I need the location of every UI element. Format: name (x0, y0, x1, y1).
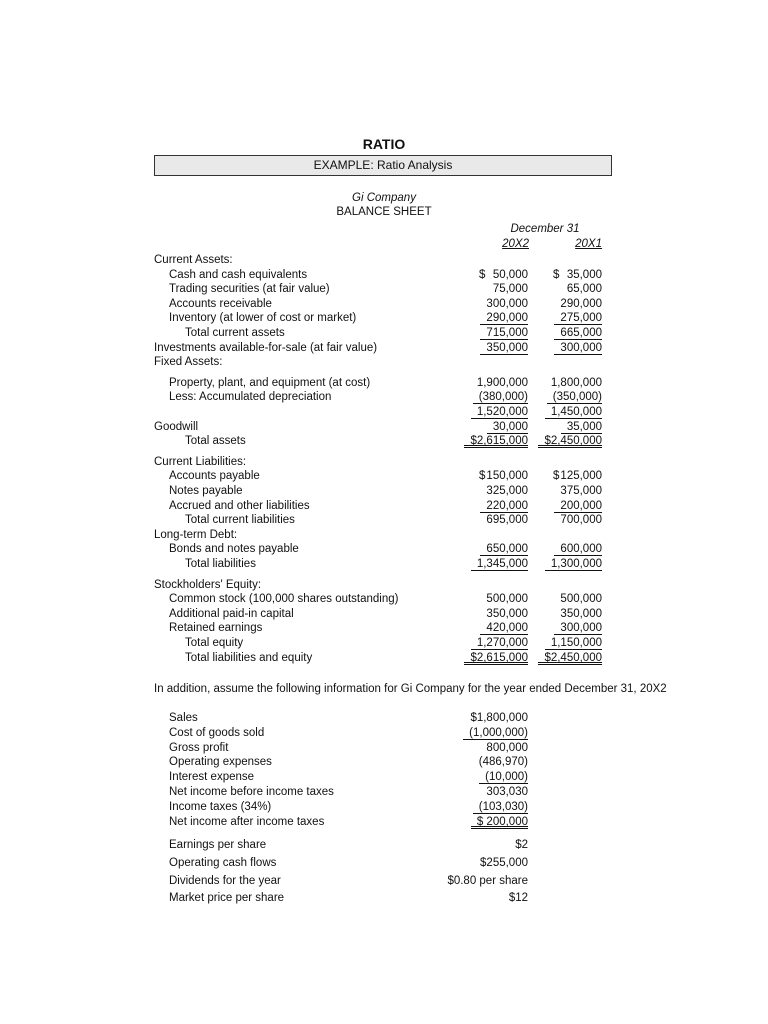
income-row-label: Net income after income taxes (169, 815, 325, 828)
balance-row-label: Retained earnings (169, 622, 263, 635)
value-20x1: 300,000 (554, 621, 602, 635)
value-20x2: 1,270,000 (471, 636, 528, 650)
header-date: December 31 (510, 223, 580, 235)
income-row (0, 741, 768, 756)
balance-sheet-title: BALANCE SHEET (336, 206, 432, 218)
balance-row-label: Accounts payable (169, 470, 260, 483)
info-row (0, 856, 768, 871)
income-value: $1,800,000 (470, 712, 528, 724)
balance-row (0, 297, 768, 312)
balance-row (0, 311, 768, 326)
value-20x2: 650,000 (480, 542, 528, 556)
income-row (0, 755, 768, 770)
value-20x2: 50,000 (492, 268, 528, 281)
balance-row (0, 651, 768, 666)
value-20x2: 150,000 (486, 470, 528, 483)
balance-row-label: Less: Accumulated depreciation (169, 391, 332, 404)
value-20x1: 275,000 (554, 311, 602, 325)
info-row-label: Market price per share (169, 892, 285, 905)
income-value: (10,000) (479, 770, 528, 784)
value-20x1: 65,000 (566, 283, 602, 296)
info-row (0, 874, 768, 889)
example-banner: EXAMPLE: Ratio Analysis (154, 155, 612, 176)
additional-info-note: In addition, assume the following information for Gi Company for the year ended December 31, 20X2 (154, 683, 667, 695)
info-value: $0.80 per share (447, 874, 528, 887)
balance-row-label: Fixed Assets: (154, 356, 223, 369)
income-value: (103,030) (473, 800, 528, 814)
balance-row (0, 499, 768, 514)
income-value: $ 200,000 (471, 815, 528, 829)
income-row-label: Gross profit (169, 741, 229, 754)
value-20x2: 350,000 (480, 341, 528, 355)
balance-row-label: Goodwill (154, 420, 199, 433)
income-row (0, 711, 768, 726)
info-row-label: Operating cash flows (169, 856, 277, 869)
currency-symbol: $ (553, 470, 560, 483)
balance-row (0, 434, 768, 449)
value-20x1: $2,450,000 (538, 651, 602, 665)
balance-row (0, 341, 768, 356)
balance-row (0, 592, 768, 607)
value-20x1: 1,300,000 (545, 557, 602, 571)
balance-row (0, 484, 768, 499)
income-row (0, 815, 768, 830)
balance-row (0, 390, 768, 405)
balance-row (0, 513, 768, 528)
value-20x1: 300,000 (554, 341, 602, 355)
value-20x1: 1,450,000 (545, 405, 602, 419)
income-value: (1,000,000) (463, 726, 528, 740)
value-20x2: 220,000 (480, 499, 528, 513)
balance-row (0, 455, 768, 470)
value-20x2: 500,000 (486, 593, 528, 606)
income-row-label: Net income before income taxes (169, 786, 334, 798)
value-20x2: 350,000 (486, 607, 528, 620)
balance-row-label: Additional paid-in capital (169, 607, 294, 620)
info-value: $12 (508, 892, 528, 905)
balance-row-label: Total current liabilities (185, 514, 295, 527)
info-value: $255,000 (480, 856, 528, 869)
balance-row-label: Long-term Debt: (154, 528, 238, 541)
balance-row (0, 376, 768, 391)
balance-row (0, 405, 768, 420)
income-row (0, 726, 768, 741)
balance-row-label: Bonds and notes payable (169, 543, 299, 556)
balance-row (0, 578, 768, 593)
income-row-label: Income taxes (34%) (169, 800, 272, 813)
balance-row-label: Current Assets: (154, 254, 233, 266)
value-20x1: 200,000 (554, 499, 602, 513)
income-row-label: Interest expense (169, 771, 255, 784)
value-20x2: 695,000 (486, 514, 528, 527)
currency-symbol: $ (553, 268, 560, 281)
value-20x1: 600,000 (554, 542, 602, 556)
value-20x1: 35,000 (561, 420, 602, 434)
balance-row-label: Total current assets (185, 327, 285, 339)
value-20x2: 1,520,000 (471, 405, 528, 419)
balance-row-label: Inventory (at lower of cost or market) (169, 312, 357, 325)
income-row (0, 770, 768, 785)
value-20x1: $2,450,000 (538, 434, 602, 448)
balance-row (0, 557, 768, 572)
page-title: RATIO (362, 136, 406, 152)
balance-row (0, 528, 768, 543)
balance-row (0, 607, 768, 622)
balance-row (0, 282, 768, 297)
value-20x2: 75,000 (492, 283, 528, 296)
balance-row (0, 469, 768, 484)
value-20x1: (350,000) (547, 390, 602, 404)
info-row (0, 838, 768, 853)
value-20x1: 1,800,000 (550, 376, 602, 389)
currency-symbol: $ (479, 268, 486, 281)
income-value: 303,030 (486, 786, 528, 798)
value-20x2: 290,000 (480, 311, 528, 325)
balance-row-label: Total equity (185, 637, 244, 649)
value-20x2: 715,000 (480, 326, 528, 340)
value-20x2: $2,615,000 (464, 434, 528, 448)
income-value: 800,000 (486, 741, 528, 754)
balance-row-label: Accrued and other liabilities (169, 499, 310, 512)
balance-row-label: Total assets (185, 435, 246, 448)
balance-row-label: Property, plant, and equipment (at cost) (169, 376, 371, 389)
value-20x2: 420,000 (480, 621, 528, 635)
balance-row (0, 268, 768, 283)
value-20x1: 35,000 (566, 268, 602, 281)
info-row-label: Earnings per share (169, 839, 267, 851)
info-row (0, 891, 768, 906)
balance-row-label: Accounts receivable (169, 297, 272, 310)
info-value: $2 (515, 839, 528, 851)
value-20x2: 300,000 (486, 297, 528, 310)
balance-row-label: Notes payable (169, 485, 243, 497)
value-20x1: 290,000 (560, 297, 602, 310)
header-col-20x1 (522, 238, 602, 250)
value-20x1: 500,000 (560, 593, 602, 606)
value-20x2: $2,615,000 (464, 651, 528, 665)
balance-row (0, 542, 768, 557)
header-col-20x2 (449, 238, 529, 250)
balance-row (0, 621, 768, 636)
company-name: Gi Company (352, 192, 416, 204)
value-20x1: 700,000 (560, 514, 602, 527)
income-value: (486,970) (478, 756, 528, 769)
balance-row (0, 355, 768, 370)
balance-row-label: Trading securities (at fair value) (169, 283, 330, 296)
income-row-label: Cost of goods sold (169, 726, 265, 739)
info-row-label: Dividends for the year (169, 874, 281, 887)
value-20x2: 30,000 (487, 420, 528, 434)
balance-row-label: Stockholders' Equity: (154, 578, 262, 591)
balance-row (0, 253, 768, 268)
balance-row-label: Common stock (100,000 shares outstanding) (169, 593, 399, 606)
income-row-label: Operating expenses (169, 756, 272, 769)
value-20x1: 350,000 (560, 607, 602, 620)
value-20x1: 375,000 (560, 485, 602, 497)
balance-row-label: Total liabilities (185, 558, 256, 570)
balance-row (0, 420, 768, 435)
balance-row (0, 326, 768, 341)
balance-row-label: Total liabilities and equity (185, 651, 313, 664)
income-row (0, 800, 768, 815)
value-20x2: 1,900,000 (476, 376, 528, 389)
currency-symbol: $ (479, 470, 486, 483)
value-20x1: 1,150,000 (545, 636, 602, 650)
income-row (0, 785, 768, 800)
value-20x1: 665,000 (554, 326, 602, 340)
balance-row-label: Cash and cash equivalents (169, 268, 308, 281)
balance-row (0, 636, 768, 651)
value-20x1: 125,000 (560, 470, 602, 483)
value-20x2: 325,000 (486, 485, 528, 497)
income-row-label: Sales (169, 712, 198, 724)
value-20x2: (380,000) (473, 390, 528, 404)
value-20x2: 1,345,000 (471, 557, 528, 571)
balance-row-label: Current Liabilities: (154, 455, 247, 468)
balance-row-label: Investments available-for-sale (at fair value) (154, 341, 378, 354)
header-col-20x1-label: 20X1 (575, 238, 602, 250)
header-col-20x2-label: 20X2 (502, 238, 529, 250)
